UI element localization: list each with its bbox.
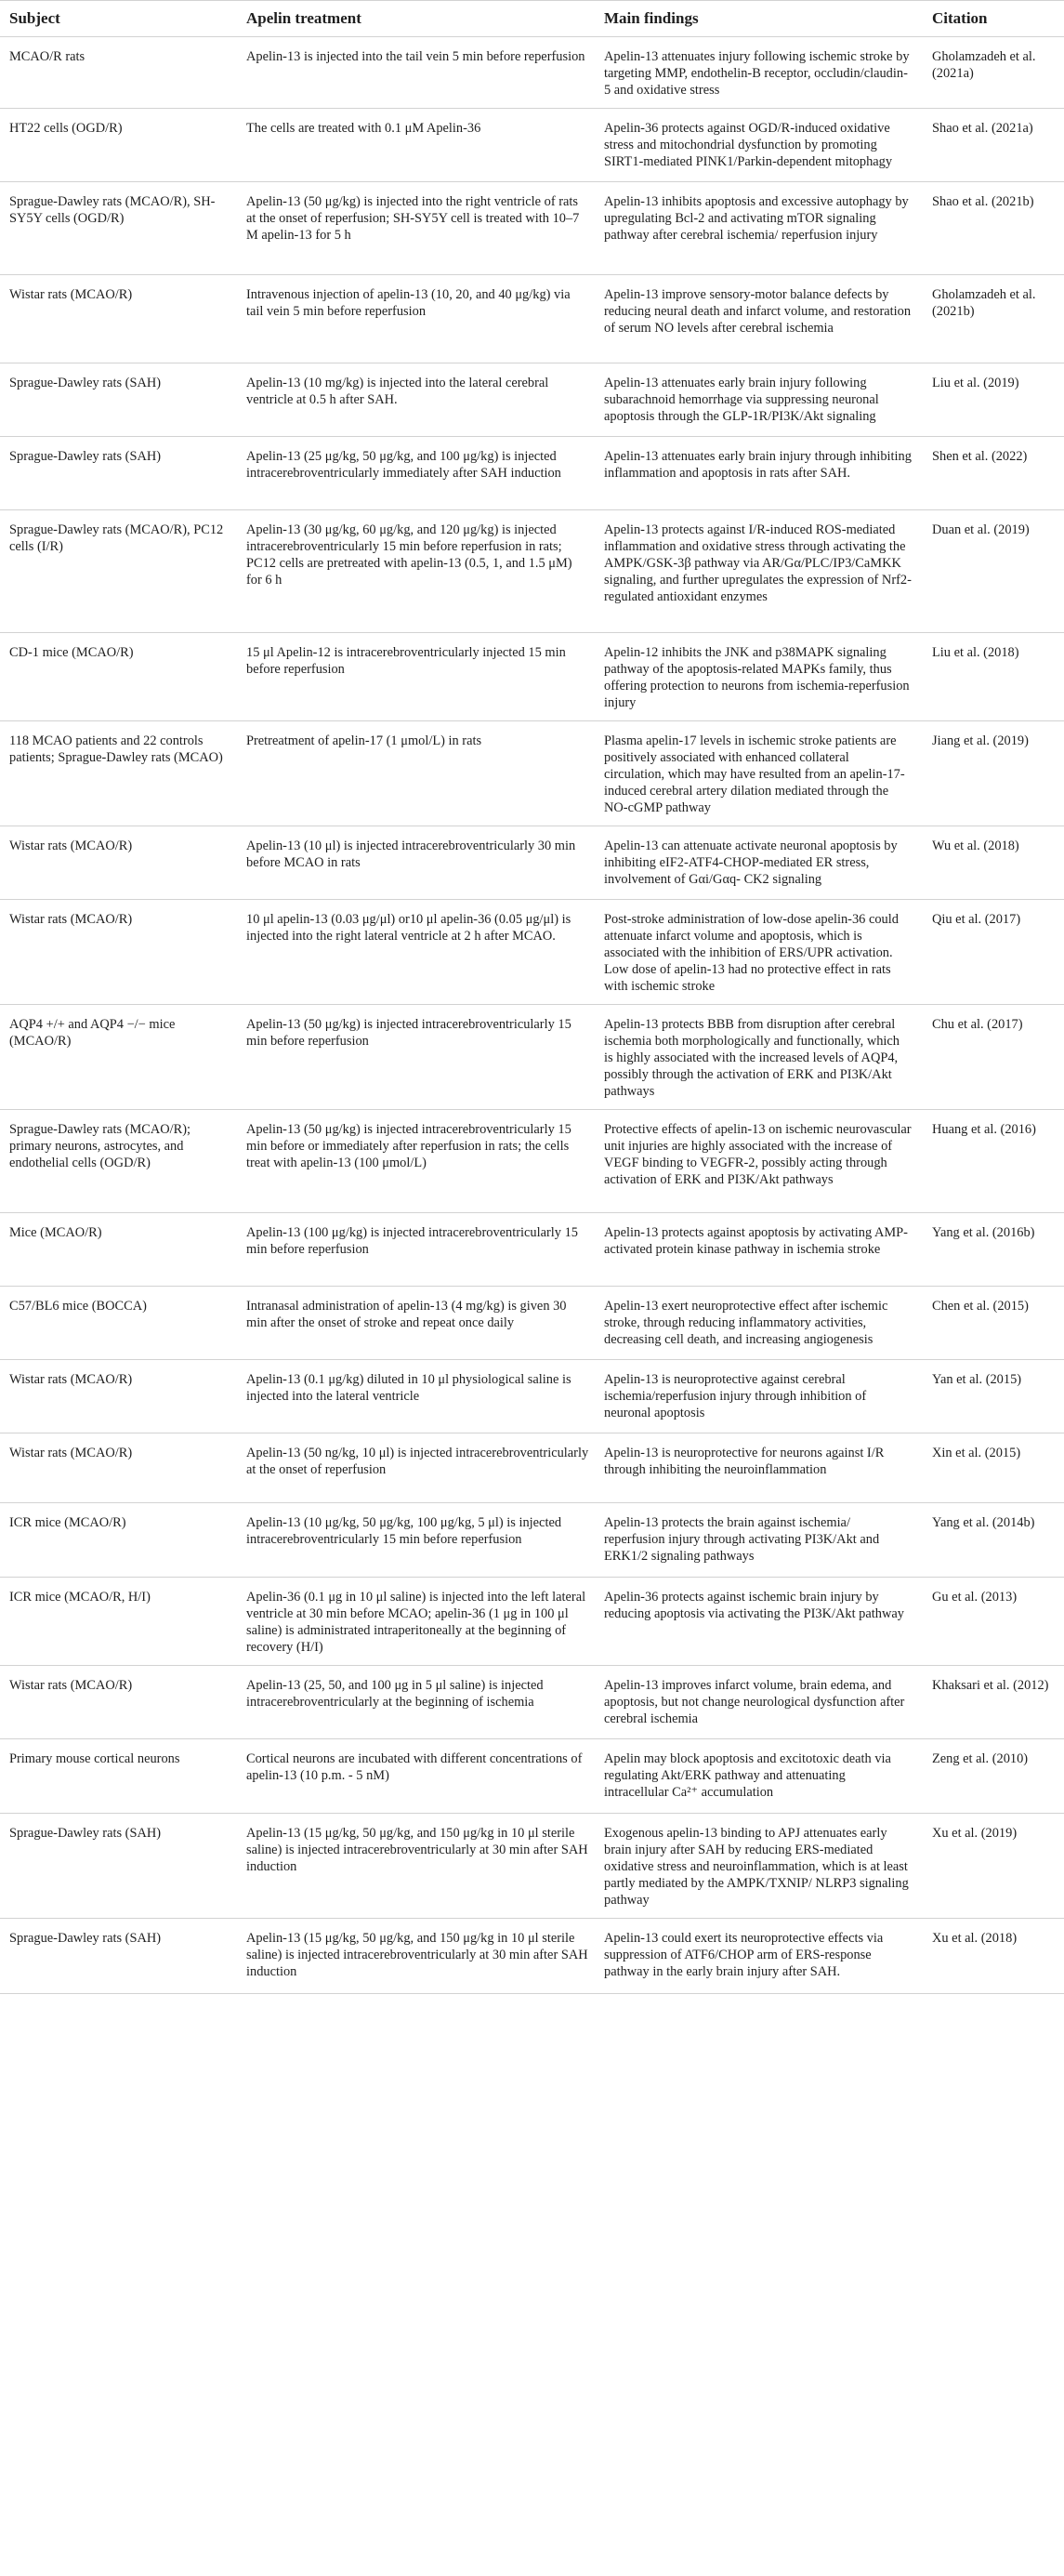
header-treatment: Apelin treatment <box>239 1 597 37</box>
cell-findings: Apelin-13 protects against apoptosis by activating AMP-activated protein kinase pathway in ischemia stroke <box>597 1213 925 1287</box>
cell-subject: MCAO/R rats <box>0 37 239 109</box>
cell-treatment: Apelin-13 (15 μg/kg, 50 μg/kg, and 150 μg/kg in 10 μl sterile saline) is injected intracerebroventricularly at 30 min after SAH induction <box>239 1814 597 1919</box>
table-row <box>0 1503 1064 1578</box>
cell-findings: Apelin-13 could exert its neuroprotective effects via suppression of ATF6/CHOP arm of ERS-response pathway in the early brain injury after SAH. <box>597 1919 925 1994</box>
cell-treatment: Apelin-13 is injected into the tail vein 5 min before reperfusion <box>239 37 597 109</box>
table-row <box>0 1005 1064 1110</box>
cell-subject: Sprague-Dawley rats (SAH) <box>0 437 239 510</box>
cell-citation: Yang et al. (2016b) <box>925 1213 1064 1287</box>
cell-subject: Wistar rats (MCAO/R) <box>0 1360 239 1433</box>
table-row <box>0 721 1064 826</box>
cell-findings: Apelin may block apoptosis and excitotoxic death via regulating Akt/ERK pathway and attenuating intracellular Ca²⁺ accumulation <box>597 1739 925 1814</box>
table-row <box>0 900 1064 1005</box>
table-row <box>0 1666 1064 1739</box>
table-row <box>0 182 1064 275</box>
cell-citation: Chu et al. (2017) <box>925 1005 1064 1110</box>
cell-citation: Huang et al. (2016) <box>925 1110 1064 1213</box>
cell-citation: Qiu et al. (2017) <box>925 900 1064 1005</box>
cell-citation: Wu et al. (2018) <box>925 826 1064 900</box>
cell-findings: Apelin-13 is neuroprotective against cerebral ischemia/reperfusion injury through inhibition of neuronal apoptosis <box>597 1360 925 1433</box>
cell-findings: Apelin-13 attenuates injury following ischemic stroke by targeting MMP, endothelin-B receptor, occludin/claudin-5 and oxidative stress <box>597 37 925 109</box>
cell-findings: Apelin-13 protects the brain against ischemia/ reperfusion injury through activating PI3K/Akt and ERK1/2 signaling pathways <box>597 1503 925 1578</box>
cell-findings: Protective effects of apelin-13 on ischemic neurovascular unit injuries are highly associated with the increase of VEGF binding to VEGFR-2, possibly acting through activation of ERK and PI3K/Akt pathways <box>597 1110 925 1213</box>
cell-subject: HT22 cells (OGD/R) <box>0 109 239 182</box>
table-row <box>0 826 1064 900</box>
cell-treatment: Intravenous injection of apelin-13 (10, 20, and 40 μg/kg) via tail vein 5 min before reperfusion <box>239 275 597 363</box>
cell-treatment: Cortical neurons are incubated with different concentrations of apelin-13 (10 p.m. - 5 nM) <box>239 1739 597 1814</box>
cell-treatment: Apelin-36 (0.1 μg in 10 μl saline) is injected into the left lateral ventricle at 30 min before MCAO; apelin-36 (1 μg in 100 μl saline) is administrated intraperitoneally at the beginning of recovery (H/I) <box>239 1578 597 1666</box>
cell-citation: Jiang et al. (2019) <box>925 721 1064 826</box>
cell-findings: Apelin-12 inhibits the JNK and p38MAPK signaling pathway of the apoptosis-related MAPKs family, thus offering protection to neurons from ischemia-reperfusion injury <box>597 633 925 721</box>
cell-subject: Wistar rats (MCAO/R) <box>0 1666 239 1739</box>
cell-citation: Duan et al. (2019) <box>925 510 1064 633</box>
cell-treatment: 10 μl apelin-13 (0.03 μg/μl) or10 μl apelin-36 (0.05 μg/μl) is injected into the right lateral ventricle at 2 h after MCAO. <box>239 900 597 1005</box>
table-row <box>0 37 1064 109</box>
cell-subject: Sprague-Dawley rats (MCAO/R), PC12 cells (I/R) <box>0 510 239 633</box>
cell-treatment: Apelin-13 (25, 50, and 100 μg in 5 μl saline) is injected intracerebroventricularly at the beginning of ischemia <box>239 1666 597 1739</box>
cell-findings: Apelin-13 inhibits apoptosis and excessive autophagy by upregulating Bcl-2 and activating mTOR signaling pathway after cerebral ischemia/ reperfusion injury <box>597 182 925 275</box>
cell-subject: C57/BL6 mice (BOCCA) <box>0 1287 239 1360</box>
table-row <box>0 1110 1064 1213</box>
cell-findings: Apelin-13 protects BBB from disruption after cerebral ischemia both morphologically and functionally, which is highly associated with the increased levels of AQP4, possibly through the activation of ERK and PI3K/Akt pathways <box>597 1005 925 1110</box>
cell-treatment: Apelin-13 (10 mg/kg) is injected into the lateral cerebral ventricle at 0.5 h after SAH. <box>239 363 597 437</box>
cell-subject: AQP4 +/+ and AQP4 −/− mice (MCAO/R) <box>0 1005 239 1110</box>
cell-citation: Xu et al. (2018) <box>925 1919 1064 1994</box>
cell-subject: Primary mouse cortical neurons <box>0 1739 239 1814</box>
table-row <box>0 1739 1064 1814</box>
table-row <box>0 109 1064 182</box>
cell-findings: Apelin-36 protects against ischemic brain injury by reducing apoptosis via activating the PI3K/Akt pathway <box>597 1578 925 1666</box>
table-row <box>0 1814 1064 1919</box>
cell-treatment: Apelin-13 (50 μg/kg) is injected intracerebroventricularly 15 min before or immediately after reperfusion in rats; the cells treat with apelin-13 (100 μmol/L) <box>239 1110 597 1213</box>
table-row <box>0 1578 1064 1666</box>
table-row <box>0 1433 1064 1503</box>
table-body <box>0 37 1064 1994</box>
cell-findings: Apelin-13 protects against I/R-induced ROS-mediated inflammation and oxidative stress through activating the AMPK/GSK-3β pathway via AR/Gα/PLC/IP3/CaMKK signaling, and further upregulates the expression of Nrf2-regulated antioxidant enzymes <box>597 510 925 633</box>
cell-treatment: Apelin-13 (0.1 μg/kg) diluted in 10 μl physiological saline is injected into the lateral ventricle <box>239 1360 597 1433</box>
cell-citation: Liu et al. (2018) <box>925 633 1064 721</box>
cell-subject: Wistar rats (MCAO/R) <box>0 900 239 1005</box>
cell-subject: Sprague-Dawley rats (MCAO/R), SH-SY5Y cells (OGD/R) <box>0 182 239 275</box>
table-row <box>0 510 1064 633</box>
cell-subject: Wistar rats (MCAO/R) <box>0 275 239 363</box>
table-row <box>0 1919 1064 1994</box>
cell-treatment: Apelin-13 (15 μg/kg, 50 μg/kg, and 150 μg/kg in 10 μl sterile saline) is injected intracerebroventricularly at 30 min after SAH induction <box>239 1919 597 1994</box>
cell-treatment: Pretreatment of apelin-17 (1 μmol/L) in rats <box>239 721 597 826</box>
header-findings: Main findings <box>597 1 925 37</box>
cell-citation: Xu et al. (2019) <box>925 1814 1064 1919</box>
table-header <box>0 1 1064 37</box>
header-subject: Subject <box>0 1 239 37</box>
cell-citation: Gholamzadeh et al. (2021b) <box>925 275 1064 363</box>
cell-treatment: Apelin-13 (10 μg/kg, 50 μg/kg, 100 μg/kg, 5 μl) is injected intracerebroventricularly 15 min before reperfusion <box>239 1503 597 1578</box>
cell-subject: Wistar rats (MCAO/R) <box>0 1433 239 1503</box>
header-citation: Citation <box>925 1 1064 37</box>
cell-subject: Sprague-Dawley rats (SAH) <box>0 1814 239 1919</box>
cell-citation: Chen et al. (2015) <box>925 1287 1064 1360</box>
cell-findings: Apelin-13 attenuates early brain injury following subarachnoid hemorrhage via suppressing neuronal apoptosis through the GLP-1R/PI3K/Akt signaling <box>597 363 925 437</box>
table-row <box>0 1360 1064 1433</box>
header-row <box>0 1 1064 37</box>
cell-citation: Gu et al. (2013) <box>925 1578 1064 1666</box>
cell-citation: Yang et al. (2014b) <box>925 1503 1064 1578</box>
cell-findings: Apelin-36 protects against OGD/R-induced oxidative stress and mitochondrial dysfunction by promoting SIRT1-mediated PINK1/Parkin-dependent mitophagy <box>597 109 925 182</box>
cell-findings: Plasma apelin-17 levels in ischemic stroke patients are positively associated with enhanced collateral circulation, which may have resulted from an apelin-17-induced cerebral artery dilation mediated through the NO-cGMP pathway <box>597 721 925 826</box>
cell-citation: Shao et al. (2021b) <box>925 182 1064 275</box>
table-row <box>0 363 1064 437</box>
cell-subject: Mice (MCAO/R) <box>0 1213 239 1287</box>
cell-citation: Shen et al. (2022) <box>925 437 1064 510</box>
cell-findings: Apelin-13 is neuroprotective for neurons against I/R through inhibiting the neuroinflammation <box>597 1433 925 1503</box>
cell-citation: Gholamzadeh et al. (2021a) <box>925 37 1064 109</box>
cell-citation: Zeng et al. (2010) <box>925 1739 1064 1814</box>
cell-treatment: The cells are treated with 0.1 μM Apelin-36 <box>239 109 597 182</box>
cell-treatment: Apelin-13 (10 μl) is injected intracerebroventricularly 30 min before MCAO in rats <box>239 826 597 900</box>
table-row <box>0 633 1064 721</box>
cell-findings: Apelin-13 improves infarct volume, brain edema, and apoptosis, but not change neurological dysfunction after cerebral ischemia <box>597 1666 925 1739</box>
cell-subject: Sprague-Dawley rats (MCAO/R); primary neurons, astrocytes, and endothelial cells (OGD/R) <box>0 1110 239 1213</box>
cell-subject: 118 MCAO patients and 22 controls patients; Sprague-Dawley rats (MCAO) <box>0 721 239 826</box>
cell-findings: Apelin-13 can attenuate activate neuronal apoptosis by inhibiting eIF2-ATF4-CHOP-mediated ER stress, involvement of Gαi/Gαq- CK2 signaling <box>597 826 925 900</box>
cell-subject: ICR mice (MCAO/R, H/I) <box>0 1578 239 1666</box>
cell-treatment: Apelin-13 (30 μg/kg, 60 μg/kg, and 120 μg/kg) is injected intracerebroventricularly 15 min before reperfusion in rats; PC12 cells are pretreated with apelin-13 (0.5, 1, and 1.5 μM) for 6 h <box>239 510 597 633</box>
cell-citation: Yan et al. (2015) <box>925 1360 1064 1433</box>
cell-treatment: Apelin-13 (25 μg/kg, 50 μg/kg, and 100 μg/kg) is injected intracerebroventricularly immediately after SAH induction <box>239 437 597 510</box>
cell-findings: Apelin-13 attenuates early brain injury through inhibiting inflammation and apoptosis in rats after SAH. <box>597 437 925 510</box>
cell-citation: Xin et al. (2015) <box>925 1433 1064 1503</box>
cell-subject: ICR mice (MCAO/R) <box>0 1503 239 1578</box>
cell-citation: Khaksari et al. (2012) <box>925 1666 1064 1739</box>
cell-findings: Apelin-13 improve sensory-motor balance defects by reducing neural death and infarct volume, and restoration of serum NO levels after cerebral ischemia <box>597 275 925 363</box>
cell-findings: Exogenous apelin-13 binding to APJ attenuates early brain injury after SAH by reducing ERS-mediated oxidative stress and neuroinflammation, which is at least partly mediated by the AMPK/TXNIP/ NLRP3 signaling pathway <box>597 1814 925 1919</box>
cell-subject: Sprague-Dawley rats (SAH) <box>0 1919 239 1994</box>
cell-subject: Sprague-Dawley rats (SAH) <box>0 363 239 437</box>
cell-subject: Wistar rats (MCAO/R) <box>0 826 239 900</box>
cell-treatment: Apelin-13 (100 μg/kg) is injected intracerebroventricularly 15 min before reperfusion <box>239 1213 597 1287</box>
table-row <box>0 275 1064 363</box>
cell-citation: Liu et al. (2019) <box>925 363 1064 437</box>
cell-treatment: 15 μl Apelin-12 is intracerebroventricularly injected 15 min before reperfusion <box>239 633 597 721</box>
table-row <box>0 1287 1064 1360</box>
cell-treatment: Apelin-13 (50 ng/kg, 10 μl) is injected intracerebroventricularly at the onset of reperfusion <box>239 1433 597 1503</box>
cell-subject: CD-1 mice (MCAO/R) <box>0 633 239 721</box>
cell-citation: Shao et al. (2021a) <box>925 109 1064 182</box>
table-row <box>0 1213 1064 1287</box>
table-row <box>0 437 1064 510</box>
cell-findings: Apelin-13 exert neuroprotective effect after ischemic stroke, through reducing inflammatory activities, decreasing cell death, and increasing angiogenesis <box>597 1287 925 1360</box>
cell-treatment: Intranasal administration of apelin-13 (4 mg/kg) is given 30 min after the onset of stroke and repeat once daily <box>239 1287 597 1360</box>
cell-treatment: Apelin-13 (50 μg/kg) is injected into the right ventricle of rats at the onset of reperfusion; SH-SY5Y cell is treated with 10–7 M apelin-13 for 5 h <box>239 182 597 275</box>
cell-findings: Post-stroke administration of low-dose apelin-36 could attenuate infarct volume and apoptosis, which is associated with the inhibition of ERS/UPR activation. Low dose of apelin-13 had no protective effect in rats with ischemic stroke <box>597 900 925 1005</box>
cell-treatment: Apelin-13 (50 μg/kg) is injected intracerebroventricularly 15 min before reperfusion <box>239 1005 597 1110</box>
